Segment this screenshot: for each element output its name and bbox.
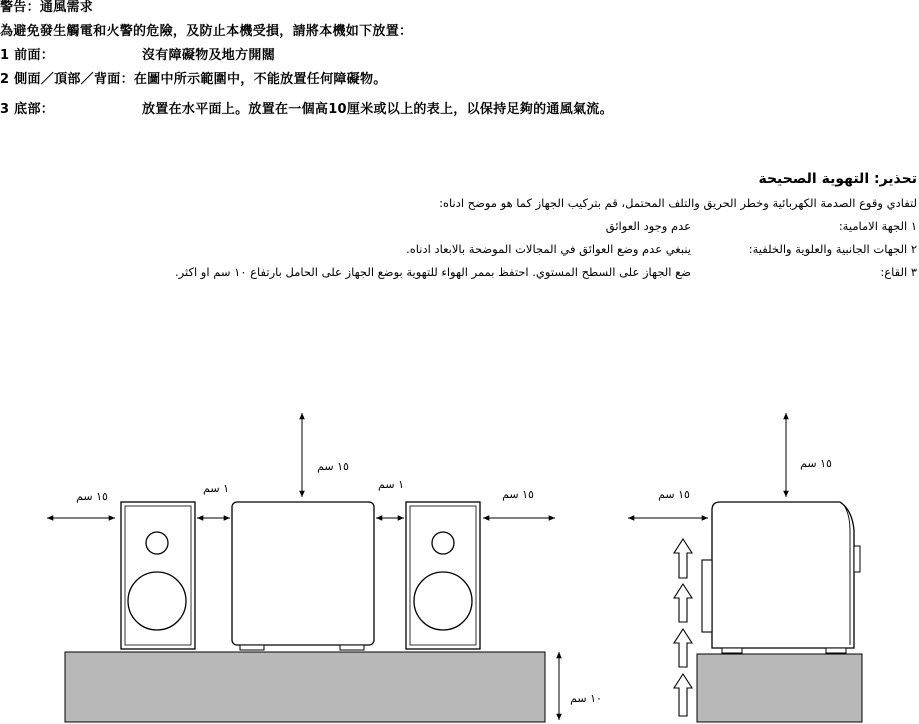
arabic-item-3-text: ضع الجهاز على السطح المستوي. احتفظ بممر الهواء للتهوية بوضع الجهاز على الحامل بارتفاع ١٠ سم او اكثر. bbox=[175, 265, 691, 279]
arabic-item-1-label: ١ الجهة الامامية: bbox=[838, 219, 917, 233]
main-unit bbox=[232, 502, 374, 650]
airflow-arrow-1 bbox=[674, 539, 692, 578]
chinese-item-1-text: 沒有障礙物及地方開闊 bbox=[142, 48, 276, 63]
chinese-heading: 警告：通風需求 bbox=[0, 0, 94, 15]
label-gap-left: ١ سم bbox=[203, 482, 229, 495]
label-bottom-height: ١٠ سم bbox=[570, 692, 602, 705]
side-unit bbox=[702, 502, 860, 653]
chinese-item-1-label: 1 前面： bbox=[0, 48, 55, 63]
arabic-item-3-label: ٣ القاع: bbox=[880, 265, 917, 279]
label-side-left: ١٥ سم bbox=[658, 488, 690, 501]
front-stand bbox=[65, 652, 545, 722]
arabic-item-2-text: ينبغي عدم وضع العوائق في المجالات الموضحة بالابعاد ادناه. bbox=[406, 242, 691, 256]
chinese-intro: 為避免發生觸電和火警的危險，及防止本機受損，請將本機如下放置： bbox=[0, 24, 413, 39]
arabic-item-2-label: ٢ الجهات الجانبية والعلوية والخلفية: bbox=[748, 242, 917, 256]
label-gap-right: ١ سم bbox=[378, 478, 404, 491]
airflow-arrow-4 bbox=[674, 674, 692, 716]
arabic-intro: لتفادي وقوع الصدمة الكهربائية وخطر الحريق والتلف المحتمل، قم بتركيب الجهاز كما هو موضح ادناه: bbox=[439, 196, 917, 210]
left-speaker bbox=[121, 502, 195, 649]
right-speaker bbox=[406, 502, 480, 649]
chinese-item-3-text: 放置在水平面上。放置在一個高10厘米或以上的表上，以保持足夠的通風氣流。 bbox=[142, 102, 613, 117]
chinese-item-2-label: 2 側面／頂部／背面： bbox=[0, 72, 134, 87]
label-top-center: ١٥ سم bbox=[317, 460, 349, 473]
airflow-arrow-3 bbox=[674, 629, 692, 667]
arabic-title: تحذير: التهوية الصحيحة bbox=[758, 171, 917, 187]
label-left-outer: ١٥ سم bbox=[76, 490, 108, 503]
label-right-outer: ١٥ سم bbox=[502, 488, 534, 501]
side-stand bbox=[697, 654, 862, 722]
label-side-top: ١٥ سم bbox=[800, 457, 832, 470]
chinese-item-3-label: 3 底部： bbox=[0, 102, 55, 117]
chinese-item-2-text: 在圖中所示範圍中，不能放置任何障礙物。 bbox=[133, 72, 387, 87]
arabic-item-1-text: عدم وجود العوائق bbox=[605, 219, 691, 233]
airflow-arrow-2 bbox=[674, 584, 692, 622]
airflow-arrows bbox=[674, 539, 692, 716]
